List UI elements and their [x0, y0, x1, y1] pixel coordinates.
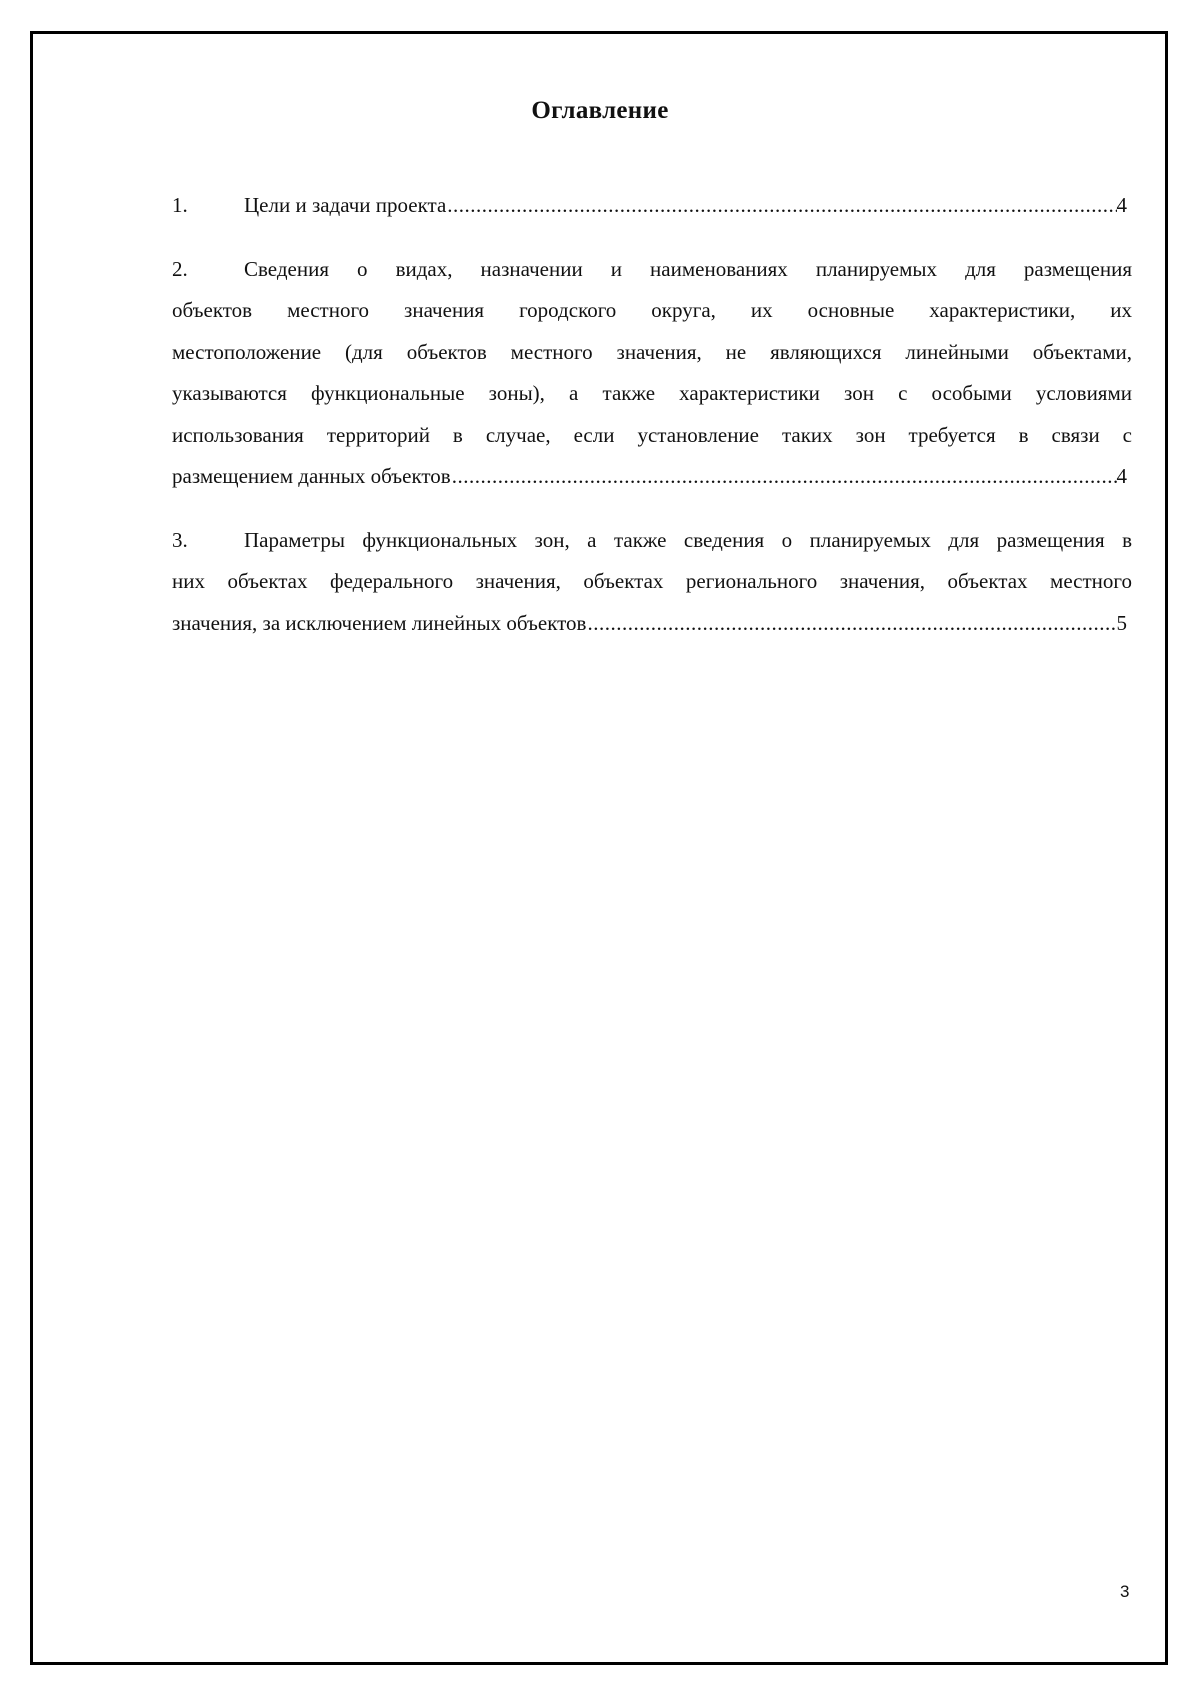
toc-entry-2-line-1: [172, 249, 1132, 291]
toc-list: [172, 185, 1132, 666]
toc-entry-2-last-line: [172, 456, 1127, 498]
page-number: 3: [1120, 1582, 1130, 1601]
toc-entry-page: 5: [1116, 610, 1127, 635]
toc-entry-number: 1.: [172, 193, 188, 217]
toc-entry-2-line-2: объектов местного значения городского округа, их основные характеристики, их: [172, 298, 1132, 322]
toc-entry-title: Сведения о видах, назначении и наименованиях планируемых для размещения: [244, 256, 1132, 281]
toc-entry-3-line-1: [172, 520, 1132, 562]
leader-dots: [586, 603, 1116, 645]
toc-entry-title-end: размещением данных объектов: [172, 464, 451, 488]
toc-entry-1[interactable]: [172, 185, 1132, 227]
toc-entry-2[interactable]: [172, 249, 1132, 498]
toc-entry-2-line-4: указываются функциональные зоны), а также характеристики зон с особыми условиями: [172, 381, 1132, 405]
toc-entry-2-line-5: использования территорий в случае, если установление таких зон требуется в связи с: [172, 422, 1132, 447]
toc-title: Оглавление: [531, 97, 669, 124]
toc-entry-number: 3.: [172, 527, 188, 552]
toc-entry-title: Цели и задачи проекта: [244, 193, 447, 217]
toc-entry-title: Параметры функциональных зон, а также сведения о планируемых для размещения в: [244, 527, 1132, 552]
toc-entry-1-line: [172, 185, 1127, 227]
leader-dots: [446, 185, 1116, 227]
toc-entry-3-line-2: них объектах федерального значения, объектах регионального значения, объектах местного: [172, 569, 1132, 593]
toc-entry-1-label-wrap: [172, 185, 446, 227]
toc-entry-title-end: значения, за исключением линейных объектов: [172, 610, 587, 635]
toc-entry-number: 2.: [172, 256, 188, 281]
toc-entry-page: 4: [1116, 193, 1127, 217]
toc-entry-2-line-3: местоположение (для объектов местного значения, не являющихся линейными объектами,: [172, 339, 1132, 364]
toc-entry-3[interactable]: [172, 520, 1132, 645]
toc-entry-page: 4: [1116, 464, 1127, 488]
toc-entry-3-last-line: [172, 603, 1127, 645]
leader-dots: [451, 456, 1117, 498]
